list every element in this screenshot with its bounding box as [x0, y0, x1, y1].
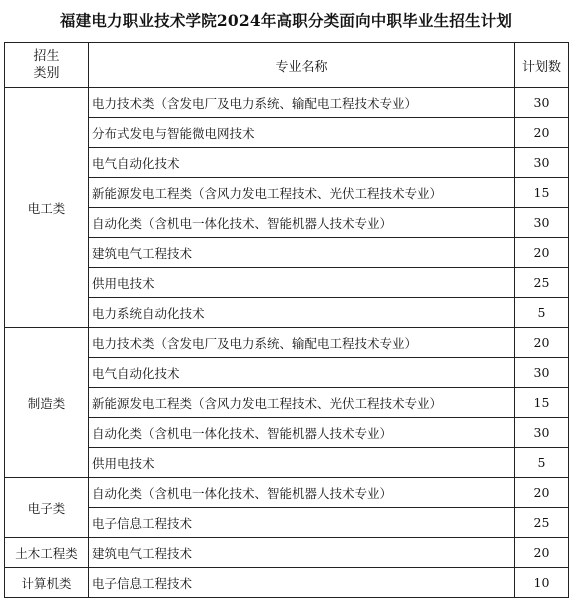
plan-count-cell: 15: [515, 178, 569, 208]
major-name-cell: 分布式发电与智能微电网技术: [89, 118, 515, 148]
table-row: [5, 508, 569, 538]
table-row: [5, 388, 569, 418]
major-name-cell: 电气自动化技术: [89, 358, 515, 388]
major-name-cell: 建筑电气工程技术: [89, 538, 515, 568]
major-name-cell: 电力技术类（含发电厂及电力系统、输配电工程技术专业）: [89, 328, 515, 358]
plan-count-cell: 30: [515, 148, 569, 178]
category-cell: 计算机类: [5, 568, 89, 598]
major-name-cell: 供用电技术: [89, 268, 515, 298]
plan-count-cell: 30: [515, 418, 569, 448]
major-name-cell: 建筑电气工程技术: [89, 238, 515, 268]
major-name-cell: 自动化类（含机电一体化技术、智能机器人技术专业）: [89, 418, 515, 448]
category-cell: 土木工程类: [5, 538, 89, 568]
table-header-row: [5, 43, 569, 88]
category-cell: 制造类: [5, 328, 89, 478]
plan-count-cell: 30: [515, 208, 569, 238]
table-row: [5, 538, 569, 568]
table-row: [5, 478, 569, 508]
plan-count-cell: 10: [515, 568, 569, 598]
table-row: [5, 88, 569, 118]
major-name-cell: 电气自动化技术: [89, 148, 515, 178]
plan-count-cell: 30: [515, 88, 569, 118]
major-name-cell: 新能源发电工程类（含风力发电工程技术、光伏工程技术专业）: [89, 388, 515, 418]
plan-count-cell: 15: [515, 388, 569, 418]
major-name-cell: 自动化类（含机电一体化技术、智能机器人技术专业）: [89, 478, 515, 508]
table-row: [5, 328, 569, 358]
major-name-cell: 电力技术类（含发电厂及电力系统、输配电工程技术专业）: [89, 88, 515, 118]
plan-count-cell: 20: [515, 238, 569, 268]
major-name-cell: 新能源发电工程类（含风力发电工程技术、光伏工程技术专业）: [89, 178, 515, 208]
document-title: 福建电力职业技术学院2024年高职分类面向中职毕业生招生计划: [59, 11, 513, 30]
table-row: [5, 358, 569, 388]
plan-count-cell: 20: [515, 328, 569, 358]
plan-count-cell: 20: [515, 118, 569, 148]
enrollment-plan-table: [4, 42, 569, 598]
table-row: [5, 448, 569, 478]
major-name-cell: 电子信息工程技术: [89, 508, 515, 538]
plan-count-cell: 5: [515, 298, 569, 328]
major-name-cell: 电力系统自动化技术: [89, 298, 515, 328]
plan-count-cell: 5: [515, 448, 569, 478]
category-cell: 电工类: [5, 88, 89, 328]
table-body: [5, 88, 569, 598]
table-row: [5, 568, 569, 598]
column-header-category: [5, 43, 89, 88]
table-row: [5, 148, 569, 178]
table-row: [5, 418, 569, 448]
table-row: [5, 178, 569, 208]
column-header-category-line2: 类别: [33, 66, 60, 81]
table-row: [5, 268, 569, 298]
column-header-category-line1: 招生: [33, 49, 60, 64]
category-cell: 电子类: [5, 478, 89, 538]
table-row: [5, 118, 569, 148]
table-row: [5, 298, 569, 328]
major-name-cell: 供用电技术: [89, 448, 515, 478]
column-header-count: 计划数: [515, 43, 569, 88]
plan-count-cell: 25: [515, 508, 569, 538]
table-row: [5, 238, 569, 268]
column-header-major: 专业名称: [89, 43, 515, 88]
major-name-cell: 自动化类（含机电一体化技术、智能机器人技术专业）: [89, 208, 515, 238]
table-row: [5, 208, 569, 238]
plan-count-cell: 30: [515, 358, 569, 388]
plan-count-cell: 25: [515, 268, 569, 298]
plan-count-cell: 20: [515, 478, 569, 508]
major-name-cell: 电子信息工程技术: [89, 568, 515, 598]
plan-count-cell: 20: [515, 538, 569, 568]
